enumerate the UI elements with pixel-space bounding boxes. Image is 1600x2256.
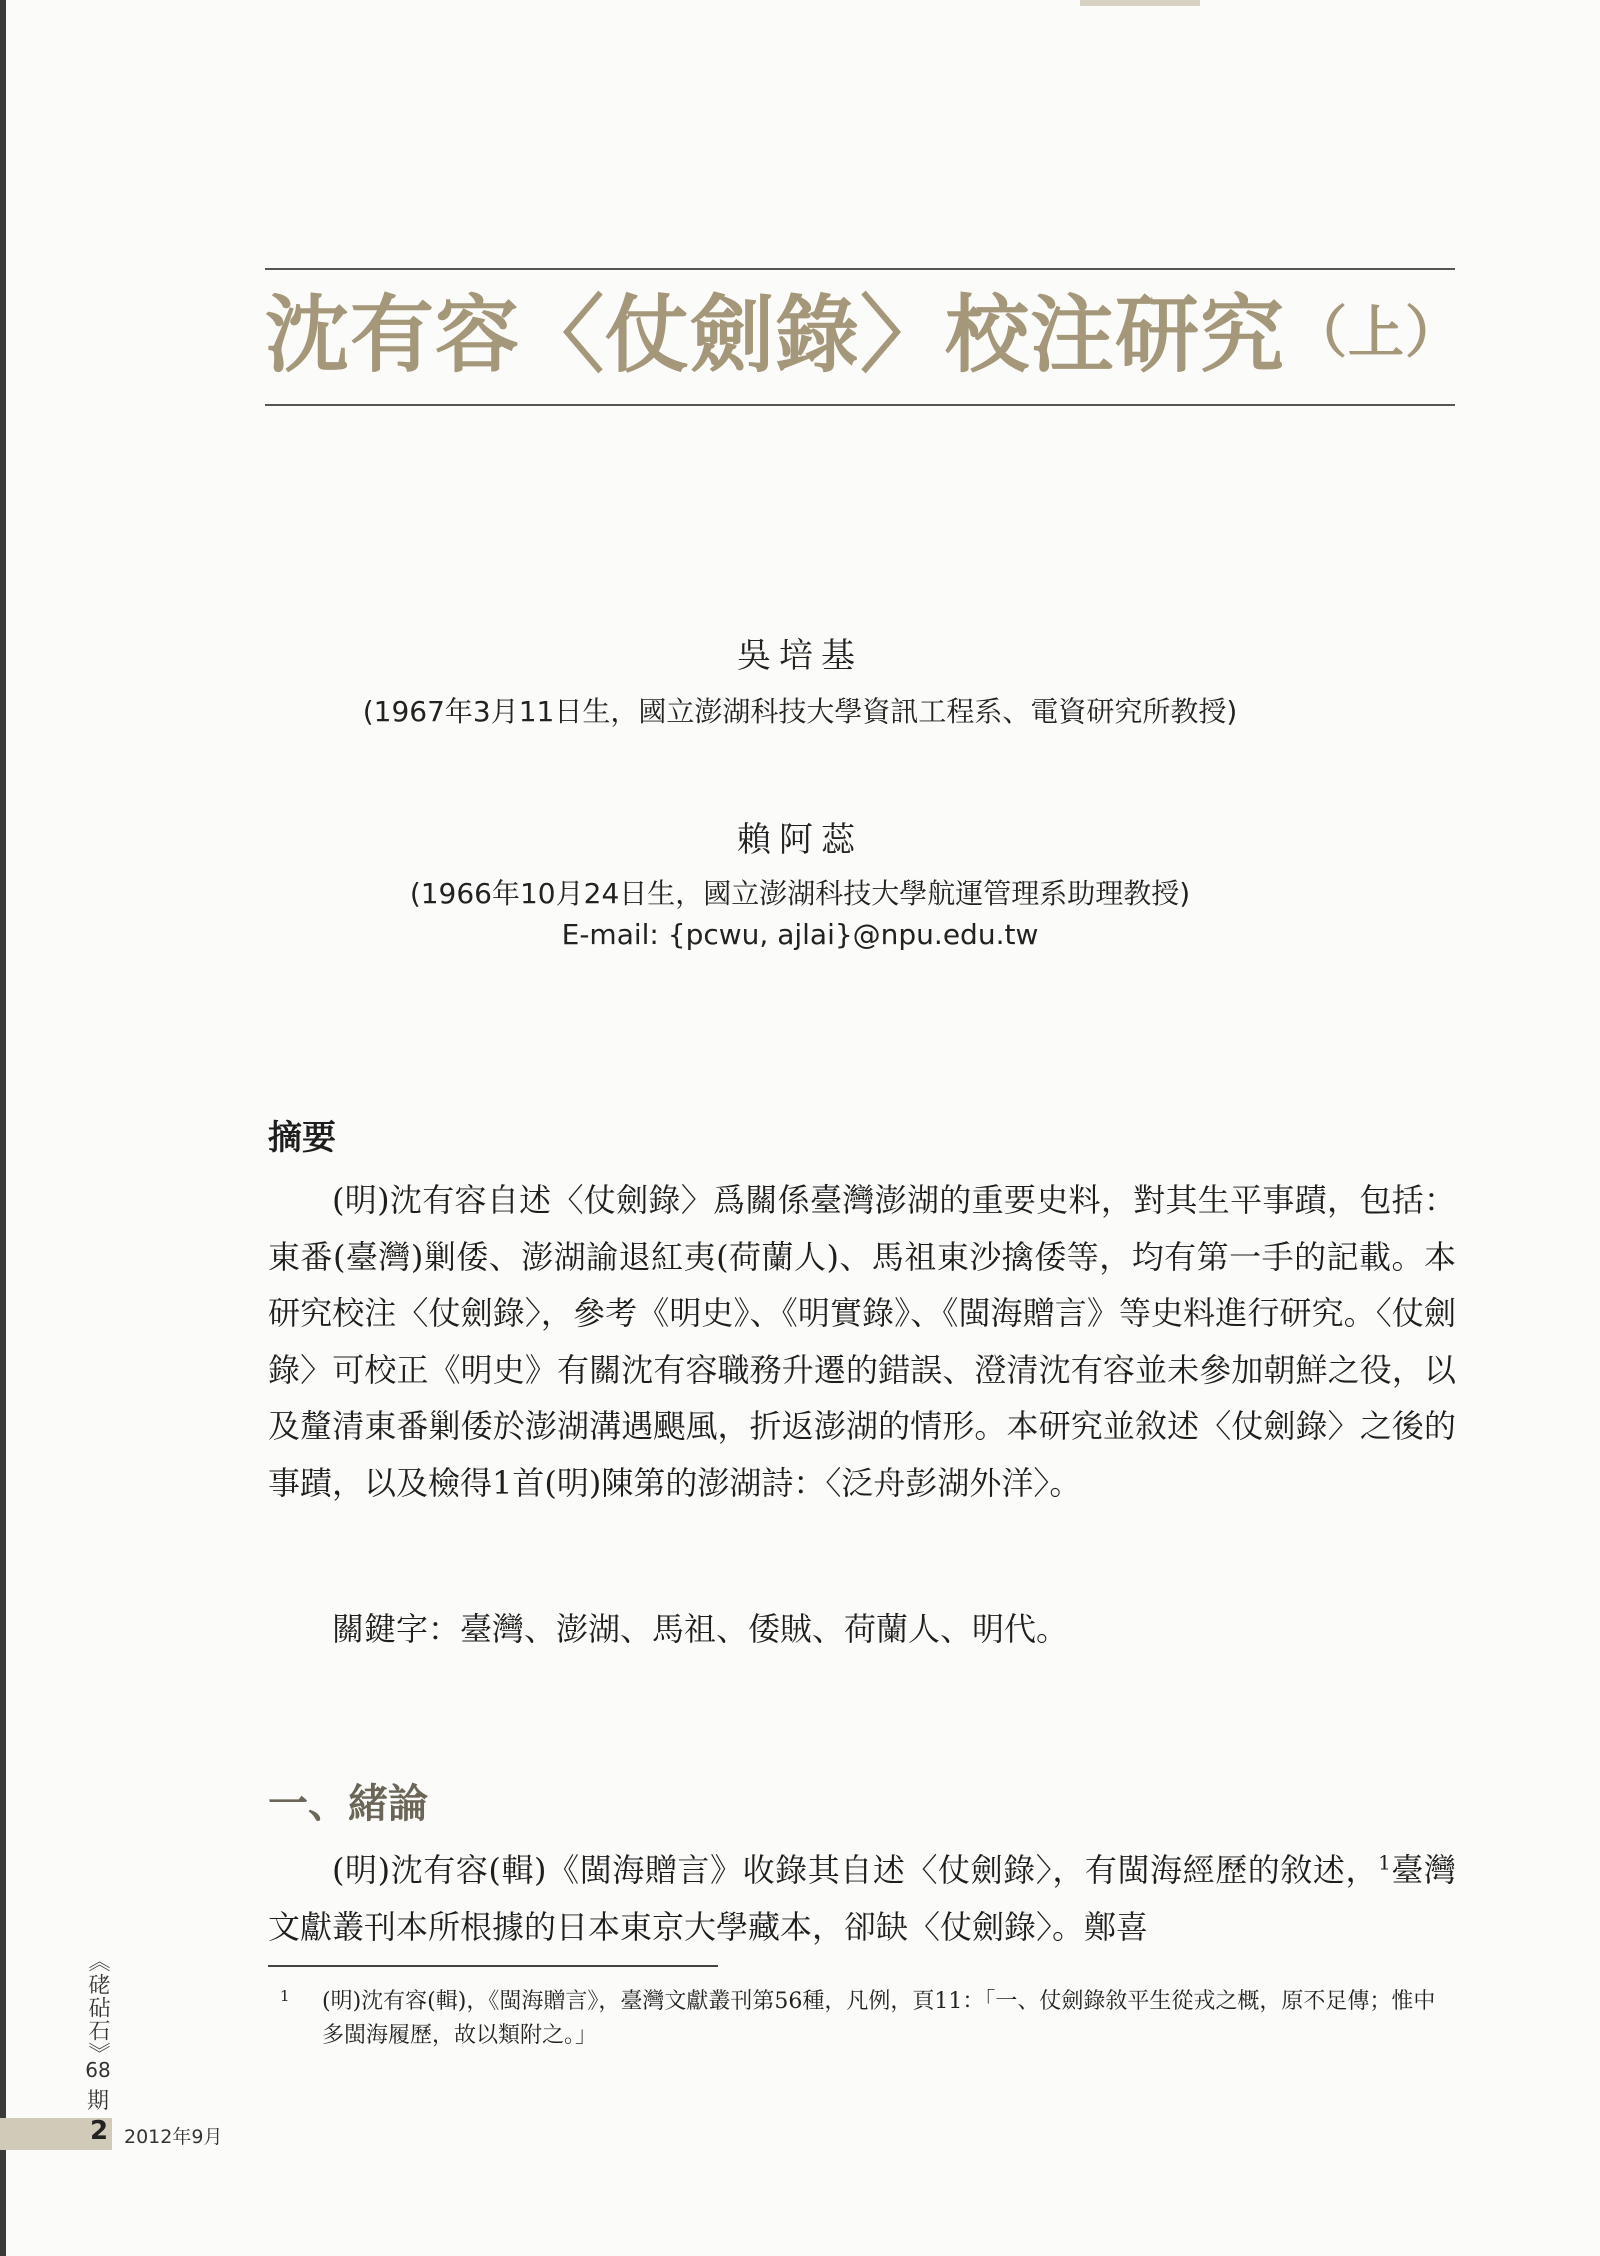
footnote-ref[interactable]: 1 xyxy=(1378,1850,1391,1875)
scan-mark xyxy=(1080,0,1200,6)
footnote-rule xyxy=(268,1965,718,1967)
title-part: （上） xyxy=(1291,300,1463,366)
author-name-2: 賴阿蕊 xyxy=(737,820,863,860)
footnote-text: (明)沈有容(輯)，《閩海贈言》，臺灣文獻叢刊第56種，凡例，頁11：「一、仗劍錄敘平生從戎之概，原不足傳；惟中多閩海履歷，故以類附之。」 xyxy=(322,1989,1436,2048)
issue-label: 期 xyxy=(86,2089,109,2114)
author-info-1: (1967年3月11日生，國立澎湖科技大學資訊工程系、電資研究所教授) xyxy=(362,695,1238,728)
intro-body xyxy=(268,1842,1456,1955)
abstract-heading: 摘要 xyxy=(268,1118,336,1158)
title-main: 沈有容〈仗劍錄〉校注研究 xyxy=(265,285,1286,384)
page-number: 2 xyxy=(90,2116,109,2146)
author-info-2: (1966年10月24日生，國立澎湖科技大學航運管理系助理教授) xyxy=(409,877,1191,910)
title-rule-top xyxy=(265,268,1455,270)
footnote xyxy=(280,1985,1455,2053)
issue-date: 2012年9月 xyxy=(124,2126,223,2148)
intro-text-b: 臺灣文獻叢刊本所根據的日本東京大學藏本，卻缺〈仗劍錄〉。鄭喜 xyxy=(268,1851,1456,1946)
author-email: E-mail: {pcwu, ajlai}@npu.edu.tw xyxy=(561,918,1039,951)
footnote-number: 1 xyxy=(280,1987,290,2005)
author-name-1: 吳培基 xyxy=(737,636,863,676)
scan-edge xyxy=(0,0,6,2256)
journal-name: 《硓砧石》 xyxy=(85,1950,110,2065)
keywords: 關鍵字：臺灣、澎湖、馬祖、倭賊、荷蘭人、明代。 xyxy=(332,1610,1069,1648)
abstract-body: (明)沈有容自述〈仗劍錄〉爲關係臺灣澎湖的重要史料，對其生平事蹟，包括：東番(臺灣)剿倭、澎湖諭退紅夷(荷蘭人)、馬祖東沙擒倭等，均有第一手的記載。本研究校注〈仗劍錄〉，參考《明史》、《明實錄》、《閩海贈言》等史料進行研究。〈仗劍錄〉可校正《明史》有關沈有容職務升遷的錯誤、澄清沈有容並未參加朝鮮之役，以及釐清東番剿倭於澎湖溝遇颶風，折返澎湖的情形。本研究並敘述〈仗劍錄〉之後的事蹟，以及檢得1首(明)陳第的澎湖詩：〈泛舟彭湖外洋〉。 xyxy=(268,1181,1456,1502)
title-rule-bottom xyxy=(265,404,1455,406)
intro-text-a: (明)沈有容(輯)《閩海贈言》收錄其自述〈仗劍錄〉，有閩海經歷的敘述， xyxy=(332,1851,1379,1889)
issue-number: 68 xyxy=(85,2058,111,2082)
section-heading: 一、緒論 xyxy=(268,1781,428,1827)
paper-title xyxy=(265,278,1463,388)
